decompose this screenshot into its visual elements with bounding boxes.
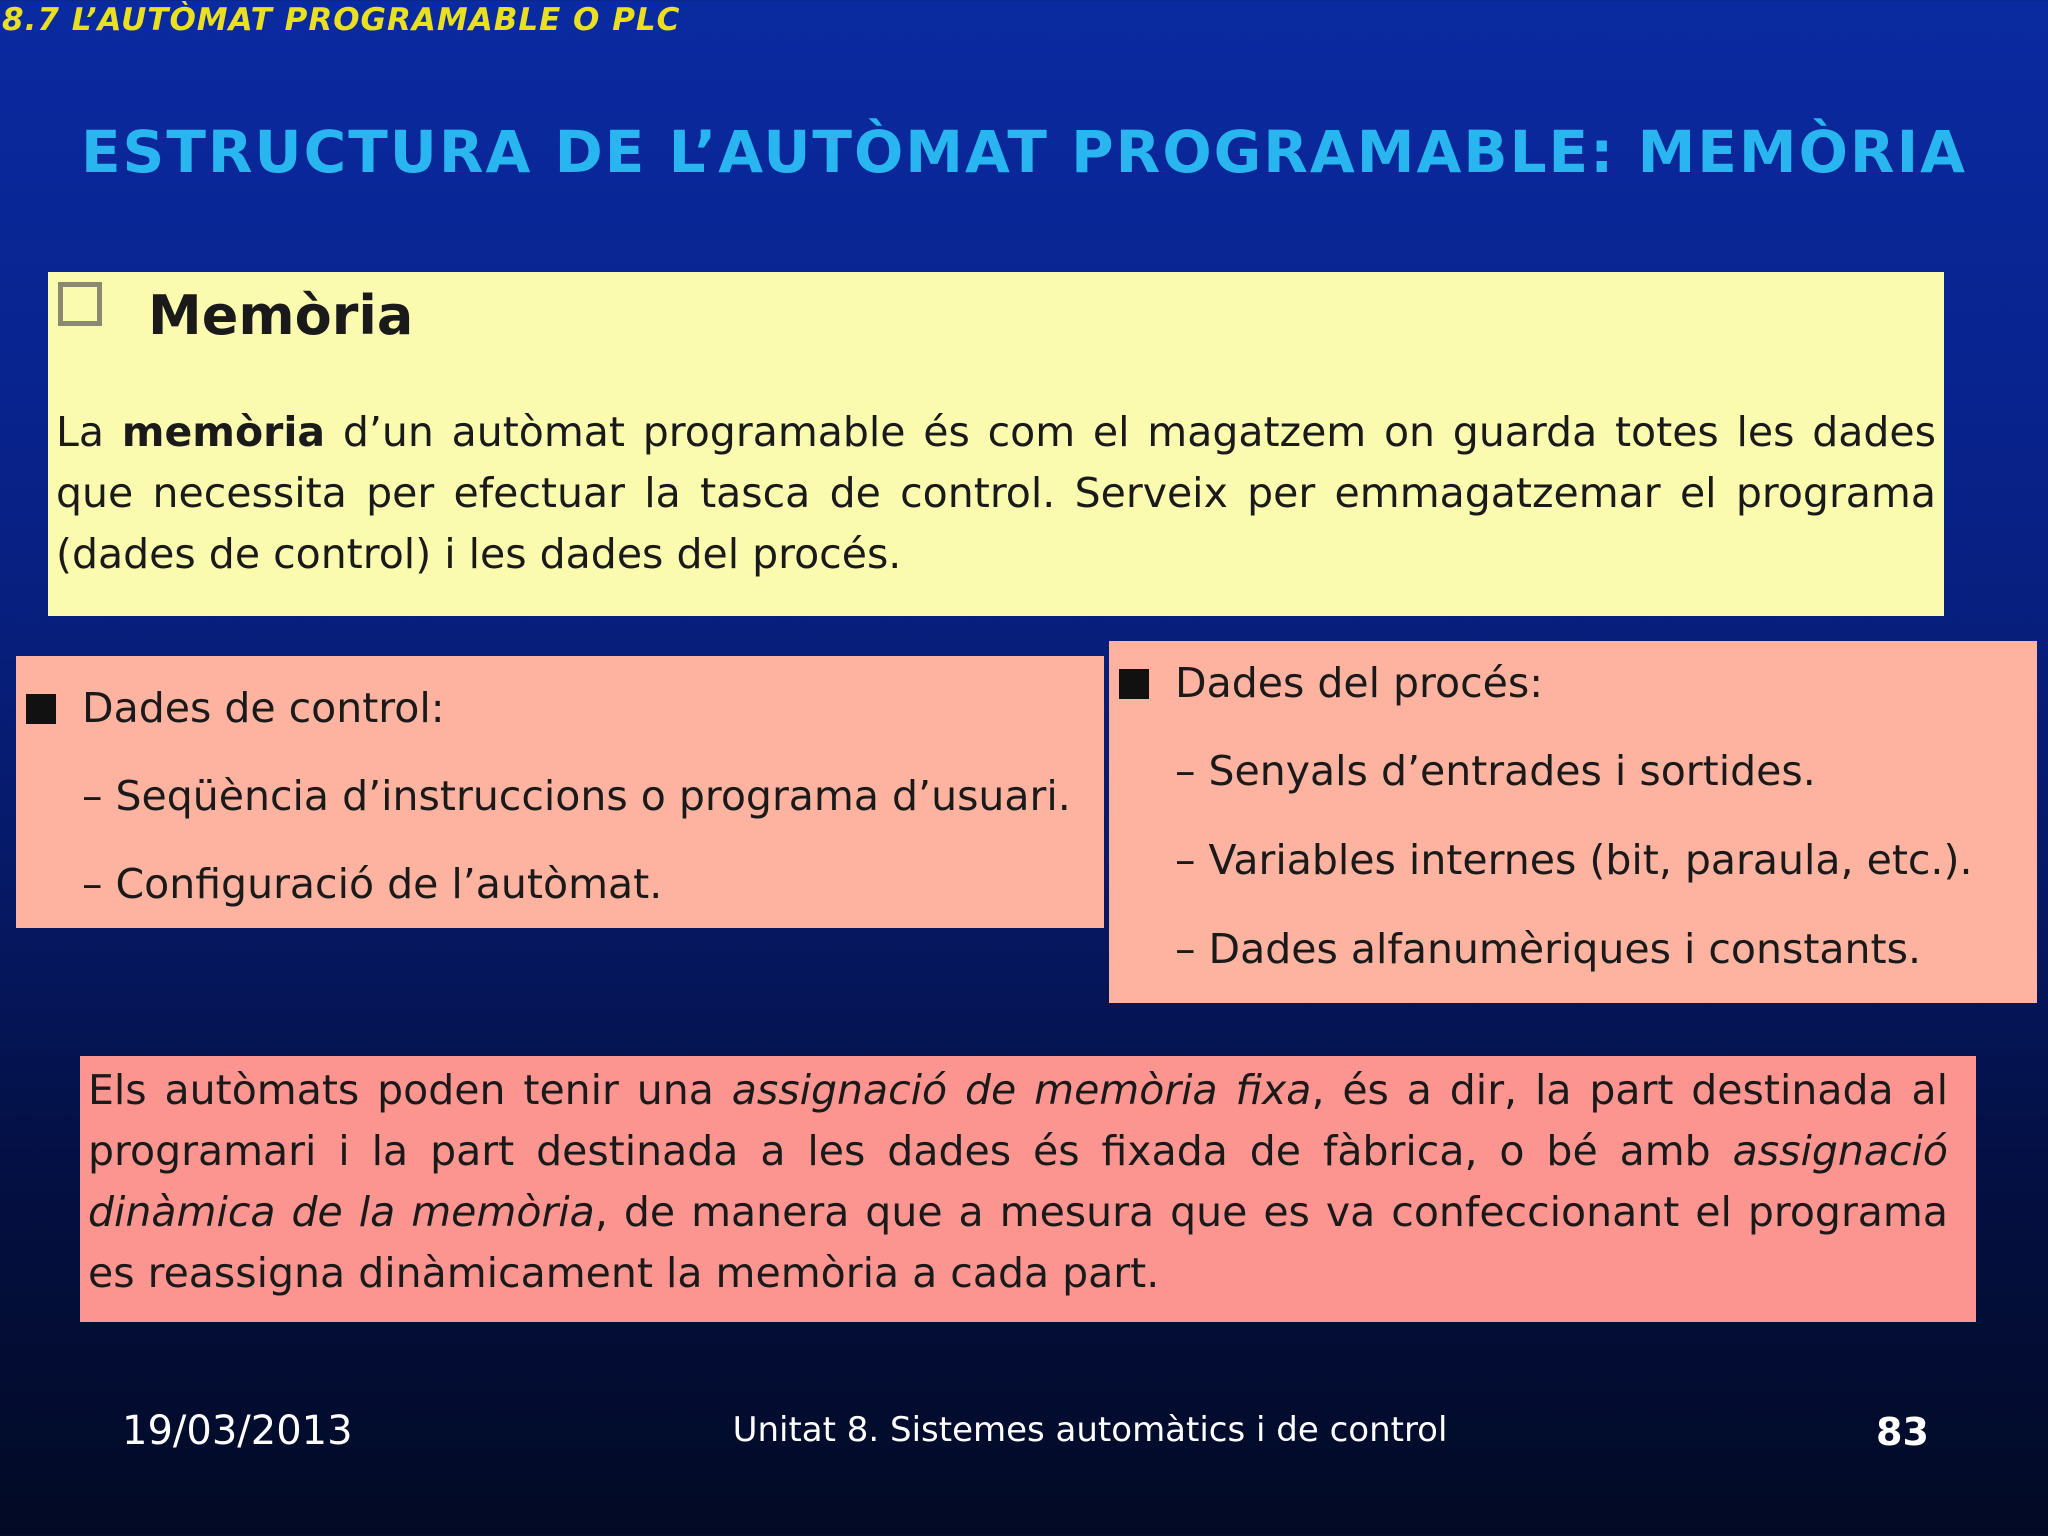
square-bullet-icon — [26, 694, 56, 724]
process-data-box — [1109, 641, 2037, 1003]
allocation-text-part: Els autòmats poden tenir una — [88, 1066, 732, 1114]
allocation-text-part: , de manera que a mesura que es va confeccionant el programa es reassigna dinàmicament la memòria a cada part. — [88, 1188, 1948, 1297]
control-data-heading-row — [26, 684, 445, 732]
allocation-dynamic-term: assignació dinàmica de la memòria — [88, 1127, 1948, 1236]
slide-title: ESTRUCTURA DE L’AUTÒMAT PROGRAMABLE: MEMÒRIA — [80, 118, 1968, 186]
section-label: 8.7 L’AUTÒMAT PROGRAMABLE O PLC — [2, 2, 681, 38]
footer-date: 19/03/2013 — [122, 1408, 353, 1454]
memory-text-rest: d’un autòmat programable és com el magatzem on guarda totes les dades que necessita per efectuar la tasca de control. Serveix per emmagatzemar el programa (dades de control) i les dades del procés. — [56, 408, 1936, 578]
memory-allocation-box — [80, 1056, 1976, 1322]
memory-allocation-text — [88, 1060, 1948, 1304]
control-data-box — [16, 656, 1104, 928]
list-item: – Configuració de l’autòmat. — [82, 860, 663, 908]
memory-box — [48, 272, 1944, 616]
list-item: – Senyals d’entrades i sortides. — [1175, 747, 1816, 795]
memory-term: memòria — [121, 408, 326, 456]
process-data-heading-row — [1119, 659, 1543, 707]
memory-text-prefix: La — [56, 408, 122, 456]
allocation-fixed-term: assignació de memòria fixa — [731, 1066, 1312, 1114]
memory-heading: Memòria — [148, 284, 414, 347]
page-number: 83 — [1876, 1410, 1929, 1454]
square-bullet-icon — [1119, 669, 1149, 699]
control-data-heading: Dades de control: — [82, 684, 445, 732]
allocation-text-part: , és a dir, la part destinada al programari i la part destinada a les dades és fixada de fàbrica, o bé amb — [88, 1066, 1949, 1175]
process-data-heading: Dades del procés: — [1175, 659, 1544, 707]
list-item: – Seqüència d’instruccions o programa d’usuari. — [82, 772, 1071, 820]
memory-description — [56, 402, 1936, 585]
list-item: – Dades alfanumèriques i constants. — [1175, 925, 1922, 973]
checkbox-icon — [58, 282, 102, 326]
list-item: – Variables internes (bit, paraula, etc.). — [1175, 836, 1973, 884]
footer-unit: Unitat 8. Sistemes automàtics i de control — [732, 1410, 1448, 1450]
